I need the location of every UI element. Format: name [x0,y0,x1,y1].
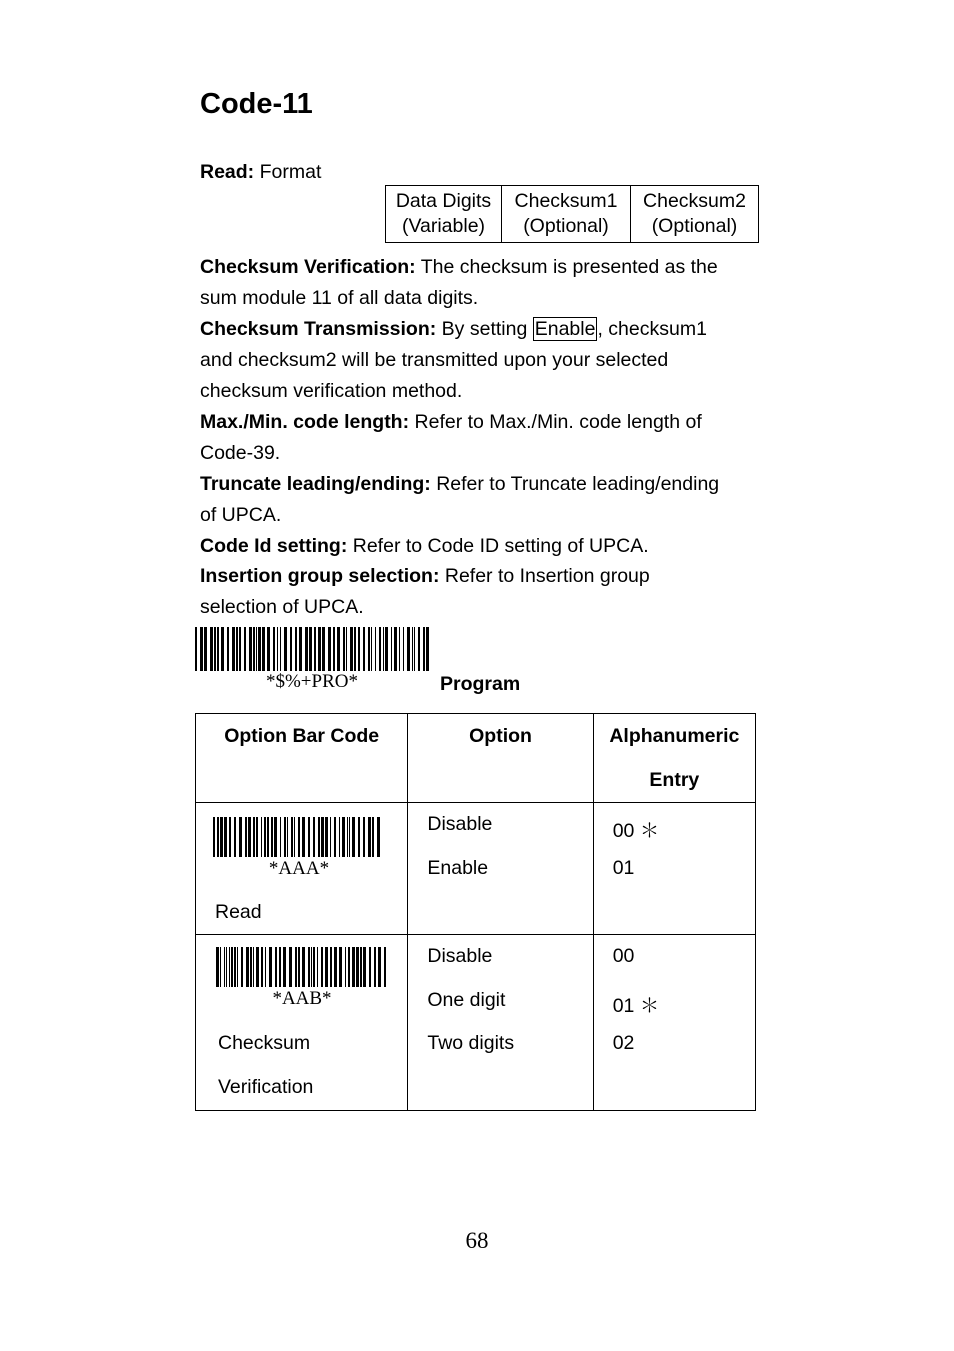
checksum-transmission-line1 [200,318,707,340]
checksum-verification-line1 [200,256,718,278]
boxed-enable: Enable [534,318,596,340]
format-cell-line: Checksum1 [514,190,618,212]
checksum-transmission-label: Checksum Transmission: [200,318,437,340]
format-cell-checksum1 [502,186,631,243]
header-option-bar-code [196,714,408,803]
truncate-line1 [200,473,719,495]
text: Refer to Max./Min. code length of [414,411,702,433]
checksum-verification-barcode [216,947,388,1011]
header-text: Alphanumeric [609,725,740,747]
read-format-row [386,186,759,243]
entry-item: 01 [612,857,635,879]
max-min-line2: Code-39. [200,442,281,464]
barcode-cell [196,803,408,935]
checksum-verification-line2: sum module 11 of all data digits. [200,287,479,309]
truncate-label: Truncate leading/ending: [200,473,431,495]
barcode-bars-graphic [216,947,388,987]
read-barcode-text: *AAA* [268,858,330,879]
header-text: Entry [649,769,700,791]
program-barcode [195,627,429,695]
checksum-transmission-line2: and checksum2 will be transmitted upon your selected [200,349,669,371]
table-row [196,803,756,935]
text: , checksum1 [597,318,707,340]
text: Refer to Code ID setting of UPCA. [352,535,649,557]
header-text: Option Bar Code [224,725,380,747]
checksum-transmission-line3: checksum verification method. [200,380,463,402]
entry-cell [593,803,755,935]
barcode-cell [196,935,408,1111]
row-name: Checksum [218,1032,311,1054]
option-item: Two digits [427,1032,515,1054]
format-cell-data-digits [386,186,502,243]
table-row [196,935,756,1111]
format-cell-line: (Optional) [651,215,738,237]
insertion-line1 [200,565,650,587]
row-name: Verification [218,1076,314,1098]
row-name: Read [215,901,262,923]
header-text: Option [469,725,532,747]
header-alphanumeric-entry [593,714,755,803]
format-cell-line: (Optional) [523,215,609,237]
truncate-line2: of UPCA. [200,504,282,526]
program-label: Program [440,673,521,695]
barcode-bars-graphic [213,817,385,857]
code-id-label: Code Id setting: [200,535,348,557]
max-min-label: Max./Min. code length: [200,411,410,433]
option-cell [408,935,593,1111]
read-format-table [385,185,759,243]
checksum-verification-label: Checksum Verification: [200,256,416,278]
option-cell [408,803,593,935]
option-table-header [196,714,756,803]
option-item: Disable [427,945,493,967]
text: By setting [441,318,528,340]
format-cell-checksum2 [631,186,759,243]
checksum-barcode-text: *AAB* [272,988,332,1009]
read-label: Read: [200,161,255,183]
option-item: One digit [427,989,506,1011]
insertion-line2: selection of UPCA. [200,596,364,618]
page-title: Code-11 [200,88,313,120]
text: The checksum is presented as the [420,256,718,278]
insertion-label: Insertion group selection: [200,565,440,587]
code-id-line1 [200,535,649,557]
read-barcode [213,817,385,881]
format-cell-line: (Variable) [401,215,486,237]
format-cell-line: Checksum2 [643,190,746,212]
max-min-line1 [200,411,702,433]
option-item: Enable [427,857,489,879]
text: Refer to Truncate leading/ending [436,473,720,495]
text: Refer to Insertion group [444,565,650,587]
entry-item: 00 [612,945,635,967]
read-text: Format [259,161,322,183]
entry-item: 02 [612,1032,635,1054]
option-item: Disable [427,813,493,835]
read-format-line [200,161,321,183]
barcode-bars-graphic [195,627,429,671]
page-number: 68 [465,1228,489,1253]
entry-item: 01 ＊ [612,995,660,1017]
format-cell-line: Data Digits [395,190,492,212]
header-option [408,714,593,803]
entry-cell [593,935,755,1111]
option-table [195,713,756,1111]
entry-item: 00 ＊ [612,820,660,842]
program-barcode-text: *$%+PRO* [265,671,358,692]
